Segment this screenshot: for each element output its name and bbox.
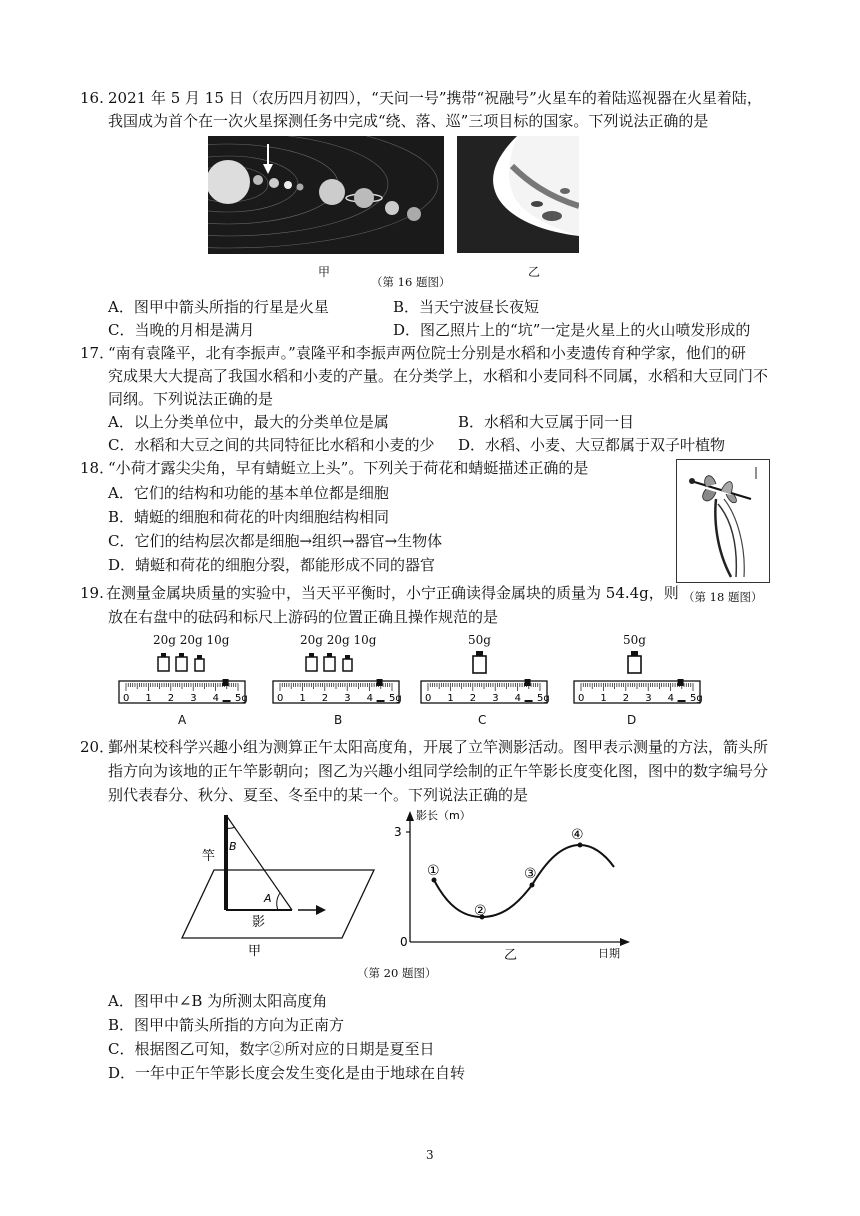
scale-ruler [573, 675, 703, 705]
q19-stem-line2: 放在右盘中的砝码和标尺上游码的位置正确且操作规范的是 [108, 608, 499, 626]
q17-option-d: D．水稻、小麦、大豆都属于双子叶植物 [458, 436, 726, 454]
y-tick-3: 3 [394, 825, 402, 839]
ruler-tick-label: 1 [447, 693, 454, 704]
q17-number: 17． [80, 344, 115, 362]
q16-number: 16. [80, 89, 104, 107]
ruler-tick-label: 0 [578, 693, 585, 704]
ruler-tick-label: 2 [622, 693, 630, 704]
fig-jia-label: 甲 [248, 944, 262, 959]
ruler-tick-label: 2 [167, 693, 175, 704]
q19-choice-c [420, 633, 550, 743]
point-4-label: ④ [571, 827, 584, 843]
weights-icon [470, 651, 490, 675]
ruler-tick-label: 4 [212, 693, 219, 704]
x-axis-label: 日期 [598, 947, 620, 960]
q20-stem-line3: 别代表春分、秋分、夏至、冬至中的某一个。下列说法正确的是 [108, 786, 529, 804]
rider-mark [377, 679, 383, 686]
pole-shadow-diagram [174, 810, 384, 960]
q19-stem-line1: 在测量金属块质量的实验中，当天平平衡时，小宁正确读得金属块的质量为 54.4g，则 [106, 584, 679, 602]
ruler-tick-label: 5g [389, 693, 402, 704]
choice-letter: D [627, 713, 637, 727]
q16-label-jia: 甲 [318, 265, 331, 279]
q17-stem-line1: “南有袁隆平，北有李振声。”袁隆平和李振声两位院士分别是水稻和小麦遗传育种学家，他们的研 [108, 344, 746, 362]
angle-b-label: B [229, 840, 237, 853]
scale-ruler [118, 675, 248, 705]
q17-option-b: B．水稻和大豆属于同一目 [458, 413, 635, 431]
q16-stem-line1: 2021 年 5 月 15 日（农历四月初四），“天问一号”携带“祝融号”火星车的着陆巡视器在火星着陆， [108, 89, 762, 107]
weights-label: 50g [623, 633, 646, 647]
weights-label: 20g 20g 10g [153, 633, 230, 647]
q16-label-yi: 乙 [528, 265, 541, 279]
q18-stem-line1: “小荷才露尖尖角，早有蜻蜓立上头”。下列关于荷花和蜻蜓描述正确的是 [108, 459, 589, 477]
q20-option-b: B．图甲中箭头所指的方向为正南方 [108, 1016, 345, 1034]
q18-caption: （第 18 题图） [683, 590, 763, 604]
weights-icon [304, 653, 364, 673]
solar-system-image [208, 136, 444, 254]
q20-option-d: D．一年中正午竿影长度会发生变化是由于地球在自转 [108, 1064, 466, 1082]
ruler-tick-label: 3 [492, 693, 499, 704]
weights-label: 50g [468, 633, 491, 647]
q16-option-d: D．图乙照片上的“坑”一定是火星上的火山喷发形成的 [393, 321, 751, 339]
rider-mark [678, 679, 684, 686]
ruler-tick-label: 5g [690, 693, 703, 704]
angle-a-label: A [264, 892, 272, 905]
scale-ruler [272, 675, 402, 705]
q16-option-c: C．当晚的月相是满月 [108, 321, 255, 339]
shadow-length-chart [392, 805, 642, 960]
ruler-tick-label: 1 [145, 693, 152, 704]
q18-option-b: B．蜻蜓的细胞和荷花的叶肉细胞结构相同 [108, 508, 390, 526]
q20-caption: （第 20 题图） [357, 966, 437, 980]
q19-choice-b [272, 633, 402, 743]
q16-stem-line2: 我国成为首个在一次火星探测任务中完成“绕、落、巡”三项目标的国家。下列说法正确的是 [108, 112, 709, 130]
ruler-tick-label: 3 [190, 693, 197, 704]
q20-stem-line1: 鄞州某校科学兴趣小组为测算正午太阳高度角，开展了立竿测影活动。图甲表示测量的方法，箭头所 [108, 738, 769, 756]
q20-number: 20． [80, 738, 115, 756]
rider-mark [223, 679, 229, 686]
q16-option-a: A．图甲中箭头所指的行星是火星 [108, 298, 329, 316]
mars-surface-image [457, 136, 579, 253]
point-3-label: ③ [524, 866, 537, 882]
q20-option-a: A．图甲中∠B 为所测太阳高度角 [108, 992, 328, 1010]
dragonfly-lotus-image [676, 459, 770, 583]
choice-letter: B [334, 713, 343, 727]
ruler-tick-label: 0 [277, 693, 284, 704]
ruler-tick-label: 3 [645, 693, 652, 704]
q19-choice-d [573, 633, 703, 743]
ruler-tick-label: 1 [600, 693, 607, 704]
fig-yi-label: 乙 [504, 948, 518, 960]
ruler-tick-label: 5g [537, 693, 550, 704]
q20-stem-line2: 指方向为该地的正午竿影朝向；图乙为兴趣小组同学绘制的正午竿影长度变化图，图中的数字编号分 [108, 762, 769, 780]
weights-icon [625, 651, 645, 675]
ruler-tick-label: 5g [235, 693, 248, 704]
q17-option-c: C．水稻和大豆之间的共同特征比水稻和小麦的少 [108, 436, 435, 454]
q19-choice-a [118, 633, 248, 743]
ruler-tick-label: 4 [366, 693, 373, 704]
rider-mark [525, 679, 531, 686]
point-2-label: ② [474, 903, 487, 919]
ruler-tick-label: 4 [667, 693, 674, 704]
ruler-tick-label: 2 [469, 693, 477, 704]
weights-icon [156, 653, 216, 673]
page-number: 3 [426, 1148, 434, 1162]
ruler-tick-label: 2 [321, 693, 329, 704]
q17-option-a: A．以上分类单位中，最大的分类单位是属 [108, 413, 389, 431]
choice-letter: A [178, 713, 187, 727]
y-tick-0: 0 [400, 935, 408, 949]
q18-number: 18． [80, 459, 115, 477]
point-1-label: ① [427, 863, 440, 879]
shadow-label: 影 [252, 915, 266, 930]
ruler-tick-label: 1 [299, 693, 306, 704]
q18-option-d: D．蜻蜓和荷花的细胞分裂，都能形成不同的器官 [108, 556, 436, 574]
q17-stem-line2: 究成果大大提高了我国水稻和小麦的产量。在分类学上，水稻和小麦同科不同属，水稻和大豆同门不 [108, 367, 769, 385]
q20-option-c: C．根据图乙可知，数字②所对应的日期是夏至日 [108, 1040, 435, 1058]
ruler-tick-label: 0 [123, 693, 130, 704]
weights-label: 20g 20g 10g [300, 633, 377, 647]
q16-option-b: B．当天宁波昼长夜短 [393, 298, 540, 316]
q16-caption: （第 16 题图） [371, 275, 451, 289]
q18-option-a: A．它们的结构和功能的基本单位都是细胞 [108, 484, 389, 502]
ruler-tick-label: 3 [344, 693, 351, 704]
scale-ruler [420, 675, 550, 705]
ruler-tick-label: 0 [425, 693, 432, 704]
q18-option-c: C．它们的结构层次都是细胞→组织→器官→生物体 [108, 532, 443, 550]
point-3 [530, 883, 535, 888]
y-axis-label: 影长（m） [416, 809, 471, 822]
ruler-tick-label: 4 [514, 693, 521, 704]
point-4 [578, 843, 583, 848]
q17-stem-line3: 同纲。下列说法正确的是 [108, 390, 274, 408]
pole-label: 竿 [202, 849, 216, 864]
q19-number: 19. [80, 584, 104, 602]
choice-letter: C [478, 713, 487, 727]
